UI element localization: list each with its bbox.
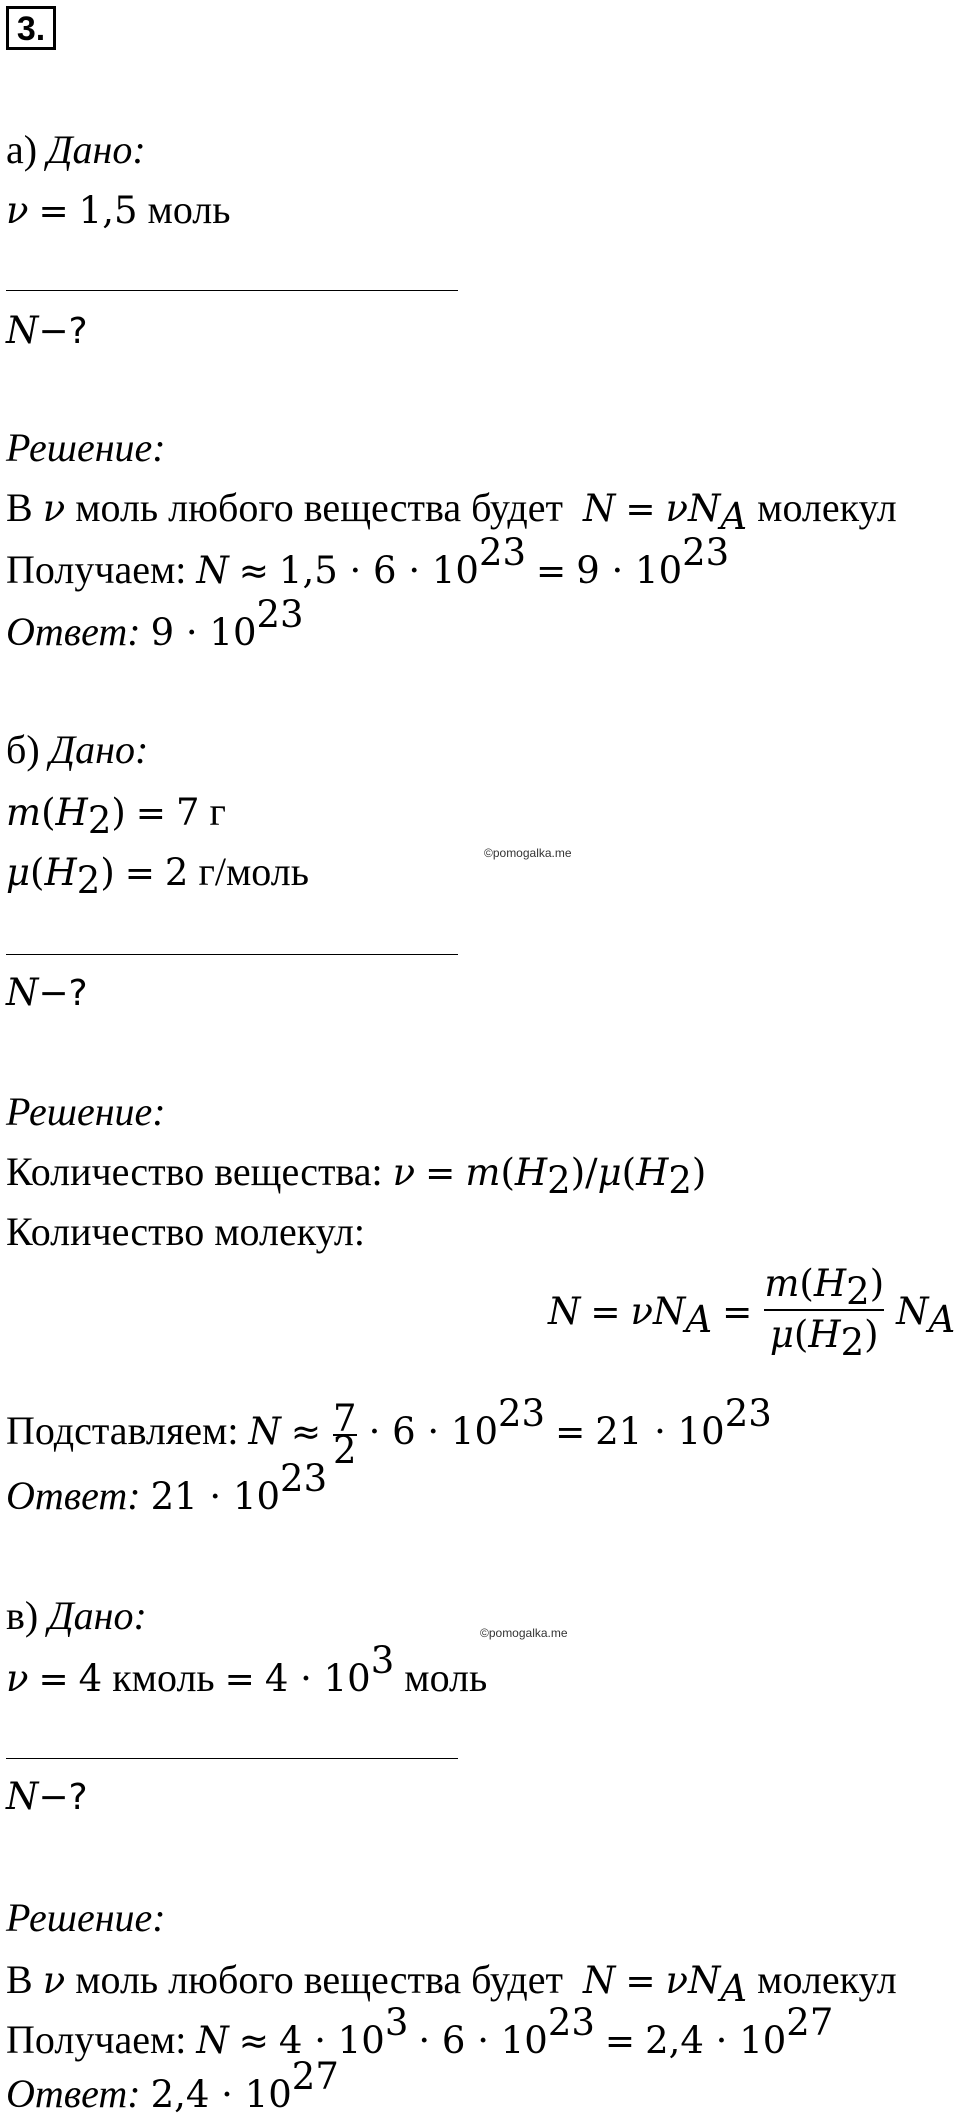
part-a-given-word: Дано: — [47, 127, 146, 172]
part-a-solution-header: Решение: — [6, 425, 166, 470]
part-c-solution-line-1: В ν моль любого вещества будет $N = \nu N_A$ молекул — [6, 1957, 897, 2010]
part-a-given-1: ν = 1,5 моль — [6, 187, 231, 232]
part-b-given-2: $\mu(H_2) = 2$ г/моль — [6, 849, 309, 902]
part-b-find: N−? — [6, 971, 88, 1014]
part-a-answer-label: Ответ: — [6, 609, 141, 654]
part-b-formula: $N = \nu N_A$ = $\frac{m(H_2)}{\mu(H_2)}$ $N_A$ — [548, 1262, 956, 1364]
part-a-solution-line-2: Получаем: $N \approx 1,5 \cdot 6 \cdot 10^{23} = 9 \cdot 10^{23}$ — [6, 531, 730, 592]
part-c-solution-header: Решение: — [6, 1895, 166, 1940]
part-a-find: N−? — [6, 309, 88, 352]
part-b-solution-line-2: Количество молекул: — [6, 1209, 365, 1254]
part-a-answer: Ответ: $9 \cdot 10^{23}$ — [6, 593, 304, 654]
part-c-given-header — [6, 1592, 147, 1640]
part-c-given-word: Дано: — [48, 1593, 147, 1638]
part-c-divider — [6, 1758, 458, 1759]
part-b-given-1: $m(H_2) = 7$ г — [6, 789, 226, 842]
part-b-solution-header: Решение: — [6, 1089, 166, 1134]
seven-halves-fraction: $\frac{7}{2}$ — [333, 1396, 357, 1472]
part-b-solution-line-1: Количество вещества: $\nu = m(H_2)/\mu(H_2)$ — [6, 1149, 707, 1202]
watermark-1: ©pomogalka.me — [484, 846, 572, 860]
part-a-label: а) — [6, 127, 48, 172]
part-c-given-1: ν = 4 кмоль = $4 \cdot 10^3$ моль — [6, 1639, 488, 1700]
part-c-find: N−? — [6, 1775, 88, 1818]
part-b-given-header — [6, 726, 148, 774]
part-b-answer-label: Ответ: — [6, 1473, 141, 1518]
part-b-divider — [6, 954, 458, 955]
watermark-2: ©pomogalka.me — [480, 1626, 568, 1640]
part-c-solution-line-2: Получаем: $N \approx 4 \cdot 10^3 \cdot 6 \cdot 10^{23} = 2,4 \cdot 10^{27}$ — [6, 2001, 834, 2062]
part-a-divider — [6, 290, 458, 291]
part-b-given-word: Дано: — [49, 727, 149, 772]
part-b-answer: Ответ: $21 \cdot 10^{23}$ — [6, 1457, 328, 1518]
part-b-solution-line-3: Подставляем: N ≈ $\frac{7}{2}$ · $6 \cdot 10^{23} = 21 \cdot 10^{23}$ — [6, 1392, 772, 1472]
part-a-solution-line-1: В ν моль любого вещества будет $N = \nu N_A$ молекул — [6, 485, 897, 538]
part-b-label: б) — [6, 727, 50, 772]
mass-over-molar-fraction: $\frac{m(H_2)}{\mu(H_2)}$ — [764, 1262, 885, 1364]
part-a-given-header — [6, 126, 146, 174]
problem-number: 3. — [6, 6, 56, 50]
part-c-answer-label: Ответ: — [6, 2071, 141, 2116]
part-c-answer: Ответ: $2,4 \cdot 10^{27}$ — [6, 2055, 339, 2116]
part-c-label: в) — [6, 1593, 49, 1638]
